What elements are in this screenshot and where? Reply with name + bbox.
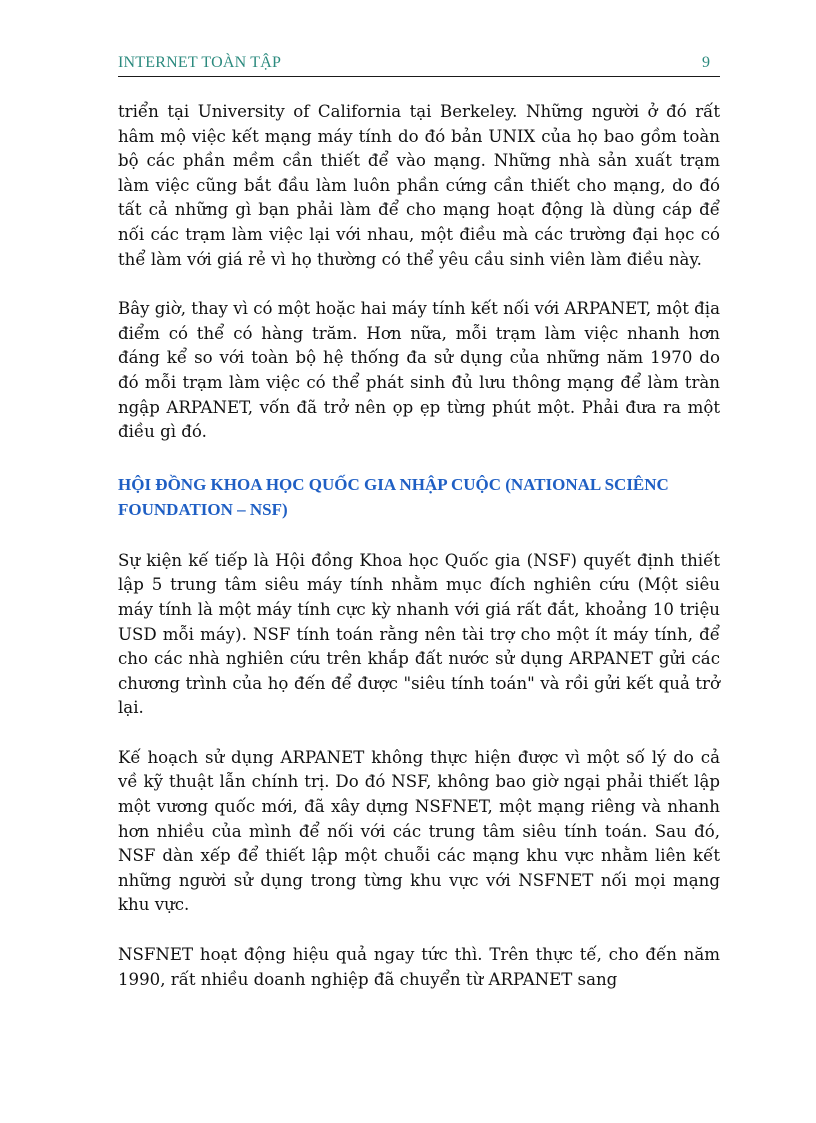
section-heading: HỘI ĐỒNG KHOA HỌC QUỐC GIA NHẬP CUỘC (NATIONAL SCIÊNC FOUNDATION – NSF) [118,474,669,519]
page-body [118,100,720,992]
paragraph: Sự kiện kế tiếp là Hội đồng Khoa học Quốc gia (NSF) quyết định thiết lập 5 trung tâm siêu máy tính nhằm mục đích nghiên cứu (Một siêu máy tính là một máy tính cực kỳ nhanh với giá rất đắt, khoảng 10 triệu USD mỗi máy). NSF tính toán rằng nên tài trợ cho một ít máy tính, để cho các nhà nghiên cứu trên khắp đất nước sử dụng ARPANET gửi các chương trình của họ đến để được "siêu tính toán" và rồi gửi kết quả trở lại. [118,550,720,718]
paragraph: NSFNET hoạt động hiệu quả ngay tức thì. Trên thực tế, cho đến năm 1990, rất nhiều doanh nghiệp đã chuyển từ ARPANET sang [118,945,720,989]
page-header [118,52,720,77]
paragraph: triển tại University of California tại Berkeley. Những người ở đó rất hâm mộ việc kết mạng máy tính do đó bản UNIX của họ bao gồm toàn bộ các phần mềm cần thiết để vào mạng. Những nhà sản xuất trạm làm việc cũng bắt đầu làm luôn phần cứng cần thiết cho mạng, do đó tất cả những gì bạn phải làm để cho mạng hoạt động là dùng cáp để nối các trạm làm việc lại với nhau, một điều mà các trường đại học có thể làm với giá rẻ vì họ thường có thể yêu cầu sinh viên làm điều này. [118,102,720,269]
paragraph: Kế hoạch sử dụng ARPANET không thực hiện được vì một số lý do cả về kỹ thuật lẫn chính trị. Do đó NSF, không bao giờ ngại phải thiết lập một vương quốc mới, đã xây dựng NSFNET, một mạng riêng và nhanh hơn nhiều của mình để nối với các trung tâm siêu tính toán. Sau đó, NSF dàn xếp để thiết lập một chuỗi các mạng khu vực nhằm liên kết những người sử dụng trong từng khu vực với NSFNET nối mọi mạng khu vực. [118,747,720,915]
running-title: INTERNET TOÀN TẬP [118,54,282,71]
paragraph: Bây giờ, thay vì có một hoặc hai máy tính kết nối với ARPANET, một địa điểm có thể có hàng trăm. Hơn nữa, mỗi trạm làm việc nhanh hơn đáng kể so với toàn bộ hệ thống đa sử dụng của những năm 1970 do đó mỗi trạm làm việc có thể phát sinh đủ lưu thông mạng để làm tràn ngập ARPANET, vốn đã trở nên ọp ẹp từng phút một. Phải đưa ra một điều gì đó. [118,299,720,442]
page-number: 9 [702,54,710,71]
